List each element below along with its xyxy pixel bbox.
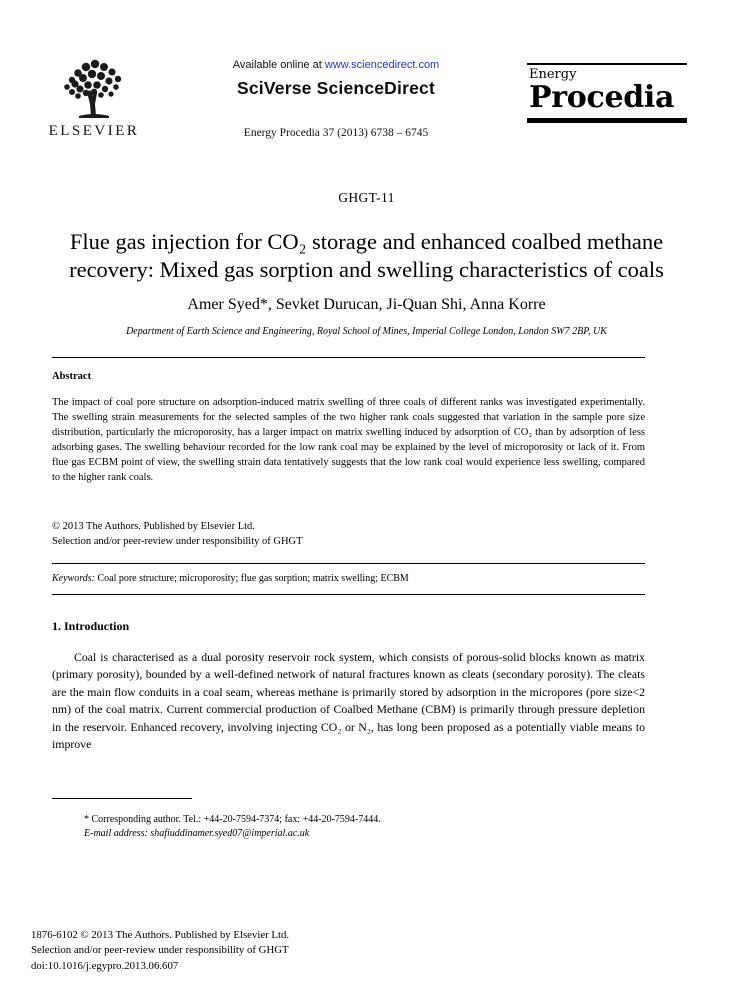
abstract-top-rule: [52, 357, 645, 358]
peer-review-line: Selection and/or peer-review under responsibility of GHGT: [52, 536, 303, 548]
available-online-line: [186, 59, 486, 71]
doi-line: doi:10.1016/j.egypro.2013.06.607: [31, 959, 179, 972]
elsevier-logo: [46, 56, 142, 140]
paper-title: Flue gas injection for CO₂ storage and enhanced coalbed methane recovery: Mixed gas sorption and swelling characteristics of coals: [69, 229, 664, 283]
available-online-text: Available online at: [232, 59, 325, 71]
email-label: E-mail address:: [84, 828, 151, 839]
copyright-line: © 2013 The Authors. Published by Elsevier Ltd.: [52, 521, 255, 533]
page-footer: [31, 928, 289, 974]
issn-copyright-line: 1876-6102 © 2013 The Authors. Published by Elsevier Ltd.: [31, 929, 290, 941]
section-heading-introduction: 1. Introduction: [52, 618, 130, 633]
procedia-brand-name: Procedia: [529, 80, 675, 115]
copyright-block: [52, 519, 645, 549]
footnote-block: [52, 798, 645, 839]
keywords-list: Coal pore structure; microporosity; flue gas sorption; matrix swelling; ECBM: [94, 572, 409, 584]
keywords-bottom-rule: [52, 594, 645, 595]
keywords-line: [52, 573, 645, 584]
footnote-divider: [52, 798, 192, 799]
email-line: [52, 828, 645, 839]
introduction-paragraph: Coal is characterised as a dual porosity reservoir rock system, which consists of porous-solid blocks known as matrix (primary porosity), bounded by a well-defined network of natural fractures known as cleats (secondary porosity). The cleats are the main flow conduits in a coal seam, whereas methane is primarily stored by adsorption in the micropores (pore size<2 nm) of the coal matrix. Current commercial production of Coalbed Methane (CBM) is primarily through pressure depletion in the reservoir. Enhanced recovery, involving injecting CO₂ or N₂, has long been proposed as a potentially viable means to improve: [52, 649, 645, 751]
procedia-logo: [527, 63, 687, 123]
footer-peer-review-line: Selection and/or peer-review under responsibility of GHGT: [31, 944, 289, 957]
keywords-top-rule: [52, 563, 645, 564]
corresponding-author-note: * Corresponding author. Tel.: +44-20-7594-7374; fax: +44-20-7594-7444.: [84, 814, 381, 825]
procedia-journal-name: Energy: [529, 67, 577, 82]
authors-line: Amer Syed*, Sevket Durucan, Ji-Quan Shi, Anna Korre: [187, 296, 546, 314]
conference-name: GHGT-11: [338, 190, 395, 205]
content-column: [52, 357, 645, 753]
affiliation-line: Department of Earth Science and Engineering, Royal School of Mines, Imperial College London, London SW7 2BP, UK: [126, 326, 607, 338]
keywords-label: Keywords:: [52, 572, 95, 584]
journal-masthead: [46, 56, 687, 148]
journal-citation: Energy Procedia 37 (2013) 6738 – 6745: [243, 127, 429, 139]
elsevier-wordmark: ELSEVIER: [48, 123, 140, 139]
elsevier-tree-icon: [50, 56, 138, 120]
sciverse-sciencedirect-logo: SciVerse ScienceDirect: [236, 78, 435, 98]
sciencedirect-link[interactable]: www.sciencedirect.com: [324, 59, 440, 71]
abstract-heading: Abstract: [52, 371, 92, 383]
abstract-text: The impact of coal pore structure on adsorption-induced matrix swelling of three coals of different ranks was investigated experimentally. The swelling strain measurements for the selected samples of the two higher rank coals suggested that variation in the sample pore size distribution, particularly the microporosity, has a larger impact on matrix swelling induced by adsorption of CO₂ than by adsorption of less adsorbing gases. The swelling behaviour recorded for the low rank coal may be explained by the level of microporosity or lack of it. From flue gas ECBM point of view, the swelling strain data tentatively suggests that the low rank coal would experience less swelling, compared to the higher rank coals.: [52, 397, 645, 484]
masthead-center: [186, 59, 486, 139]
email-address-link[interactable]: shafiuddinamer.syed07@imperial.ac.uk: [150, 828, 310, 839]
